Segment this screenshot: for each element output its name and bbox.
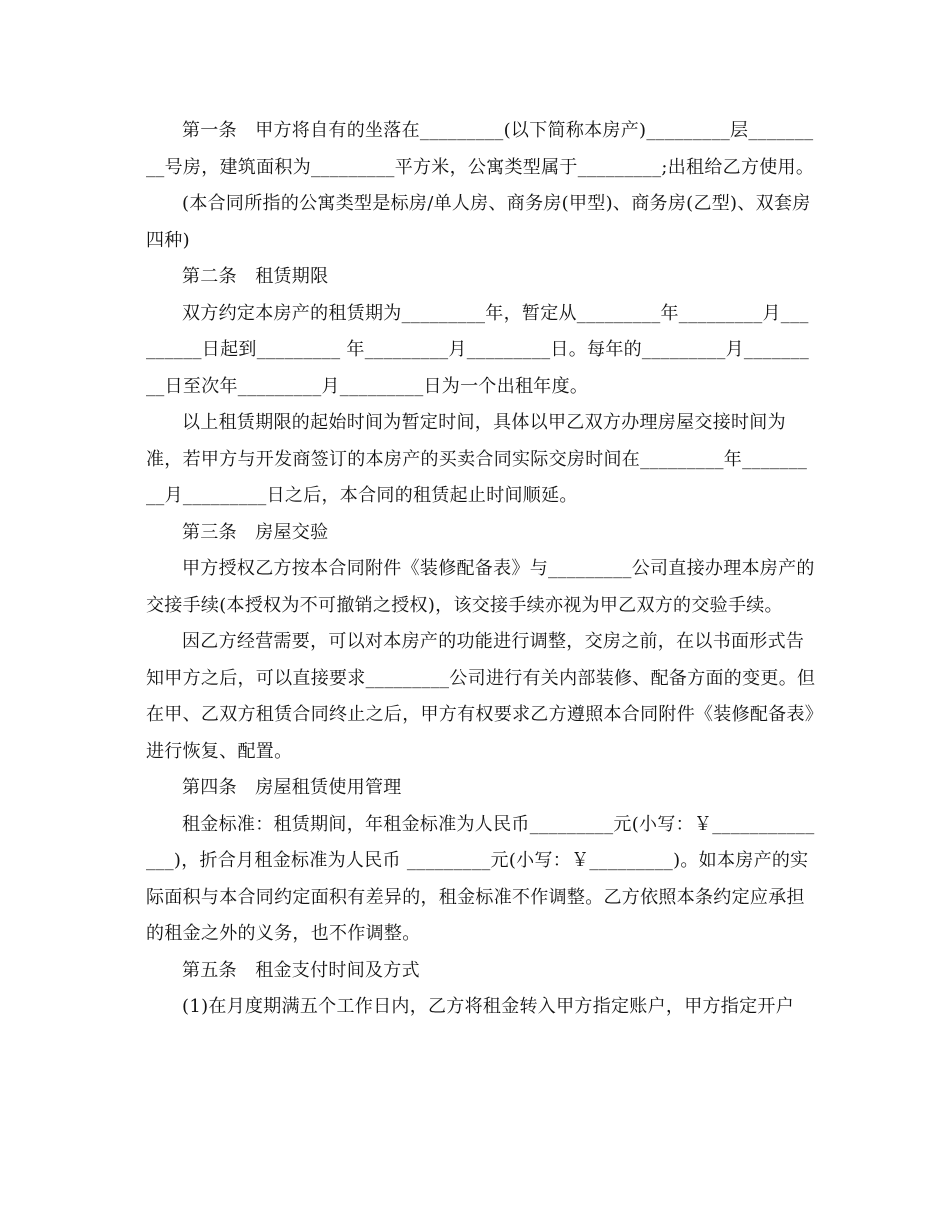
payment-time-paragraph: (1)在月度期满五个工作日内，乙方将租金转入甲方指定账户，甲方指定开户 xyxy=(182,996,794,1017)
clause-5-heading: 第五条 租金支付时间及方式 xyxy=(182,959,420,981)
contract-body xyxy=(146,113,816,1026)
clause-1-paragraph: 第一条 甲方将自有的坐落在_________(以下简称本房产)_________层_________号房，建筑面积为_________平方米，公寓类型属于_________;出租给乙方使用。 xyxy=(146,120,815,178)
handover-authorization-paragraph: 甲方授权乙方按本合同附件《装修配备表》与_________公司直接办理本房产的交接手续(本授权为不可撤销之授权)，该交接手续亦视为甲乙双方的交验手续。 xyxy=(146,558,815,616)
clause-2-heading: 第二条 租赁期限 xyxy=(182,266,329,287)
clause-3-heading: 第三条 房屋交验 xyxy=(182,521,329,543)
clause-4-heading: 第四条 房屋租赁使用管理 xyxy=(182,777,402,798)
rent-standard-paragraph: 租金标准：租赁期间，年租金标准为人民币_________元(小写：￥______________)，折合月租金标准为人民币 _________元(小写：￥_________)。如本房产的实际面积与本合同约定面积有差异的，租金标准不作调整。乙方依照本条约定应承担的租金之外的义务，也不作调整。 xyxy=(146,813,815,944)
apartment-type-note: (本合同所指的公寓类型是标房/单人房、商务房(甲型)、商务房(乙型)、双套房四种) xyxy=(146,193,811,251)
lease-term-paragraph: 双方约定本房产的租赁期为_________年，暂定从_________年_________月_________日起到_________ 年_________月_________日。每年的_________月_________日至次年_________月_________日为一个出租年度。 xyxy=(146,302,810,397)
function-adjustment-paragraph: 因乙方经营需要，可以对本房产的功能进行调整，交房之前，在以书面形式告知甲方之后，可以直接要求_________公司进行有关内部装修、配备方面的变更。但在甲、乙双方租赁合同终止之后，甲方有权要求乙方遵照本合同附件《装修配备表》进行恢复、配置。 xyxy=(146,631,816,762)
lease-start-note-paragraph: 以上租赁期限的起始时间为暂定时间，具体以甲乙双方办理房屋交接时间为准，若甲方与开发商签订的本房产的买卖合同实际交房时间在_________年_________月_________日之后，本合同的租赁起止时间顺延。 xyxy=(146,412,808,506)
